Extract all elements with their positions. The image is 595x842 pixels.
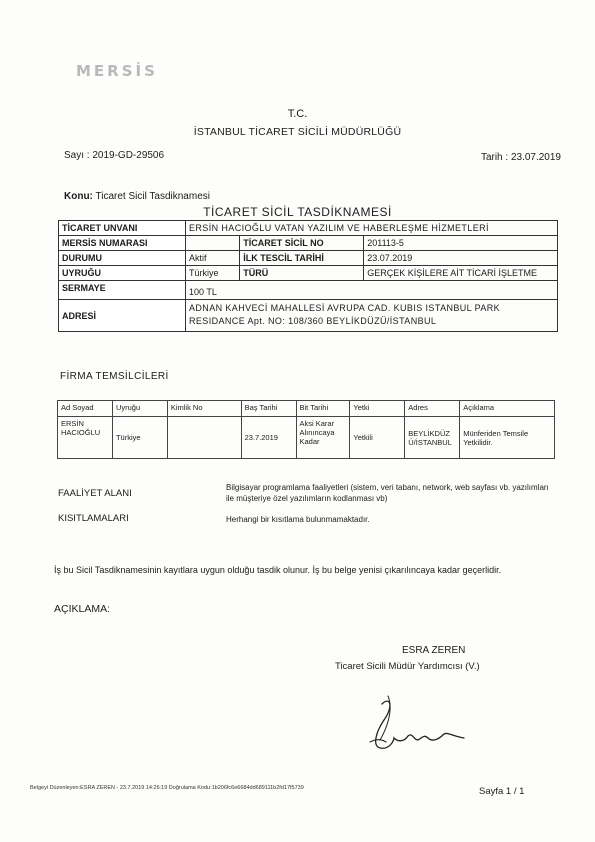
cell-bit-tarihi: Aksi Karar Alınıncaya Kadar [296,417,350,459]
document-number: Sayı : 2019-GD-29506 [64,150,165,161]
sermaye-value: 100 TL [186,281,558,300]
mersis-logo: MERSİS [76,62,158,80]
signatory-name: ESRA ZEREN [402,645,466,656]
unvan-label: TİCARET UNVANI [59,221,186,236]
activity-text: Bilgisayar programlama faaliyetleri (sistem, veri tabanı, network, web sayfası vb. yazılımları ile müşteriye özel yazılımların kodlanması vb) [226,483,549,503]
mersis-value [186,236,240,251]
sicil-no-value: 201113-5 [364,236,558,251]
company-info-table [58,220,558,332]
footer-verification: Belgeyi Düzenleyen:ESRA ZEREN - 23.7.2019 14:26:19 Doğrulama Kodu:1b206fc6e6684dd689111b2fd17f5739 [30,785,304,791]
unvan-value: ERSİN HACIOĞLU VATAN YAZILIM VE HABERLEŞME HİZMETLERİ [186,221,558,236]
document-date: Tarih : 23.07.2019 [480,152,561,163]
table-row [59,236,558,251]
subject-label: Konu: [64,191,93,202]
column-header: Ad Soyad [58,401,113,417]
country-heading: T.C. [287,108,308,120]
restrictions-text: Herhangi bir kısıtlama bulunmamaktadır. [226,515,370,524]
table-row [58,417,555,459]
document-title: TİCARET SİCİL TASDİKNAMESİ [203,205,392,219]
column-header: Bit Tarihi [296,401,350,417]
representatives-label: FİRMA TEMSİLCİLERİ [60,371,169,382]
table-header-row [58,401,555,417]
durum-label: DURUMU [59,251,186,266]
table-row [59,266,558,281]
cell-adres: BEYLİKDÜZ Ü/İSTANBUL [405,417,460,459]
sicil-no-label: TİCARET SİCİL NO [240,236,364,251]
explanation-label: AÇIKLAMA: [54,603,111,615]
certification-text: İş bu Sicil Tasdiknamesinin kayıtlara uygun olduğu tasdik olunur. İş bu belge yenisi çıkarılıncaya kadar geçerlidir. [54,565,502,575]
sermaye-label: SERMAYE [59,281,186,300]
table-row [59,281,558,300]
subject-value: Ticaret Sicil Tasdiknamesi [95,191,210,202]
durum-value: Aktif [186,251,240,266]
column-header: Kimlik No [167,401,241,417]
column-header: Baş Tarihi [241,401,296,417]
tescil-label: İLK TESCİL TARİHİ [240,251,364,266]
uyruk-value: Türkiye [186,266,240,281]
column-header: Adres [405,401,460,417]
cell-aciklama: Münferiden Temsile Yetkilidir. [460,417,555,459]
uyruk-label: UYRUĞU [59,266,186,281]
cell-kimlik-no [167,417,241,459]
cell-ad-soyad: ERSİN HACIOĞLU [58,417,113,459]
tescil-value: 23.07.2019 [364,251,558,266]
page-number: Sayfa 1 / 1 [479,786,525,797]
subject-line [64,191,210,202]
tur-value: GERÇEK KİŞİLERE AİT TİCARİ İŞLETME [364,266,558,281]
cell-yetki: Yetkili [350,417,405,459]
office-heading: İSTANBUL TİCARET SİCİLİ MÜDÜRLÜĞÜ [193,126,402,138]
table-row [59,300,558,332]
cell-bas-tarihi: 23.7.2019 [241,417,296,459]
tur-label: TÜRÜ [240,266,364,281]
representatives-table [57,400,555,459]
handwritten-signature [360,690,470,760]
cell-uyruk: Türkiye [112,417,167,459]
signatory-title: Ticaret Sicili Müdür Yardımcısı (V.) [335,661,480,672]
column-header: Açıklama [460,401,555,417]
restrictions-label: KISITLAMALARI [58,513,129,524]
mersis-label: MERSİS NUMARASI [59,236,186,251]
adres-label: ADRESİ [59,300,186,332]
table-row [59,251,558,266]
activity-label: FAALİYET ALANI [58,488,132,499]
column-header: Yetki [350,401,405,417]
table-row [59,221,558,236]
column-header: Uyruğu [112,401,167,417]
adres-value: ADNAN KAHVECİ MAHALLESİ AVRUPA CAD. KUBIS ISTANBUL PARK RESIDANCE Apt. NO: 108/360 BEYLİKDÜZÜ/İSTANBUL [186,300,558,332]
